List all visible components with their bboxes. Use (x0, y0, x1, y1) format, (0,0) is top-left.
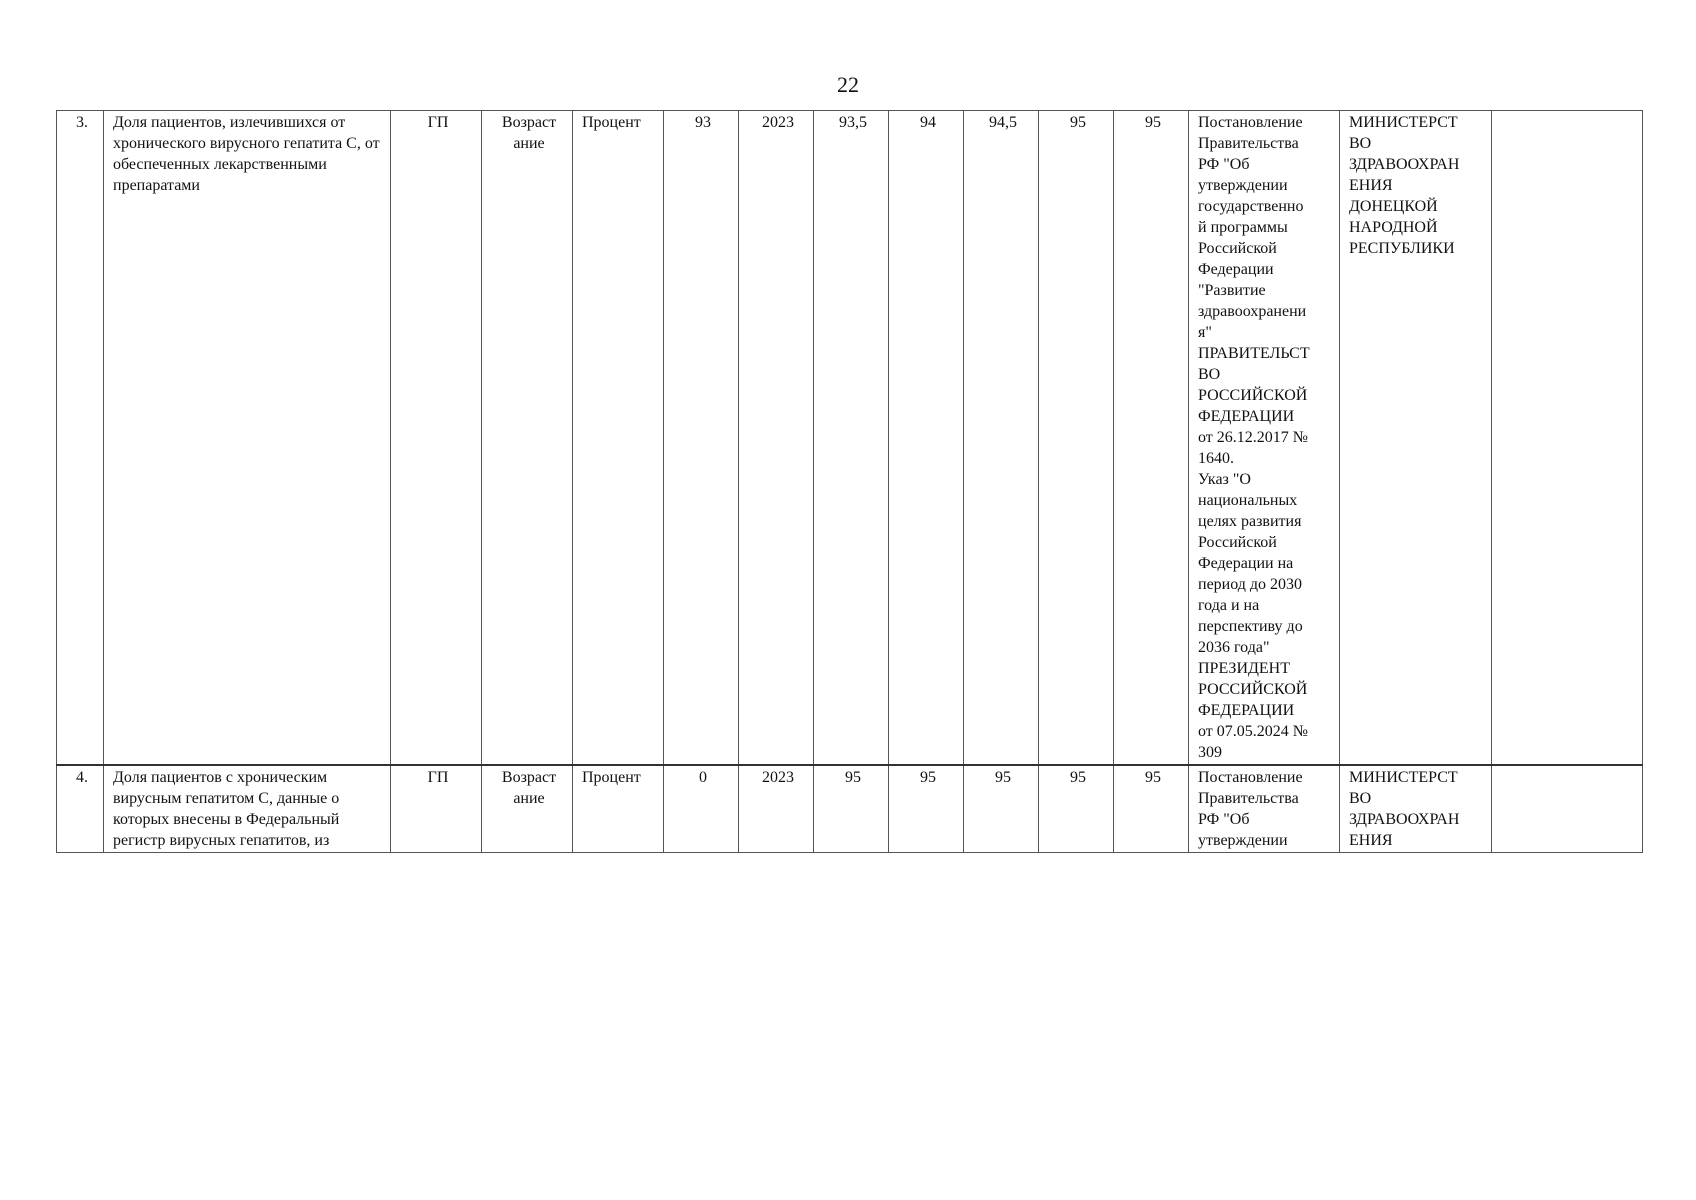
target-value-2: 94 (889, 111, 964, 766)
base-value: 93 (664, 111, 739, 766)
indicator-level: ГП (391, 111, 482, 766)
indicator-name: Доля пациентов, излечившихся от хронического вирусного гепатита С, от обеспеченных лекарственными препаратами (104, 111, 391, 766)
target-value-4: 95 (1039, 111, 1114, 766)
indicators-table (56, 110, 1643, 853)
target-value-3: 94,5 (964, 111, 1039, 766)
extra-cell (1492, 111, 1643, 766)
target-value-3: 95 (964, 765, 1039, 853)
row-number: 3. (57, 111, 104, 766)
indicator-name: Доля пациентов с хроническим вирусным гепатитом С, данные о которых внесены в Федеральный регистр вирусных гепатитов, из (104, 765, 391, 853)
unit-of-measure: Процент (573, 111, 664, 766)
target-value-2: 95 (889, 765, 964, 853)
table-row (57, 765, 1643, 853)
source-document: Постановление Правительства РФ "Об утверждении государственно й программы Российской Федерации "Развитие здравоохранени я" ПРАВИТЕЛЬСТ ВО РОССИЙСКОЙ ФЕДЕРАЦИИ от 26.12.2017 № 1640. Указ "О национальных целях развития Российской Федерации на период до 2030 года и на перспективу до 2036 года" ПРЕЗИДЕНТ РОССИЙСКОЙ ФЕДЕРАЦИИ от 07.05.2024 № 309 (1189, 111, 1340, 766)
trend-direction: Возраст ание (482, 111, 573, 766)
responsible-body: МИНИСТЕРСТ ВО ЗДРАВООХРАН ЕНИЯ ДОНЕЦКОЙ НАРОДНОЙ РЕСПУБЛИКИ (1340, 111, 1492, 766)
base-year: 2023 (739, 765, 814, 853)
row-number: 4. (57, 765, 104, 853)
base-value: 0 (664, 765, 739, 853)
table-row (57, 111, 1643, 766)
target-value-5: 95 (1114, 765, 1189, 853)
source-document: Постановление Правительства РФ "Об утверждении (1189, 765, 1340, 853)
target-value-1: 95 (814, 765, 889, 853)
trend-direction: Возраст ание (482, 765, 573, 853)
target-value-1: 93,5 (814, 111, 889, 766)
extra-cell (1492, 765, 1643, 853)
responsible-body: МИНИСТЕРСТ ВО ЗДРАВООХРАН ЕНИЯ (1340, 765, 1492, 853)
indicator-level: ГП (391, 765, 482, 853)
target-value-4: 95 (1039, 765, 1114, 853)
base-year: 2023 (739, 111, 814, 766)
unit-of-measure: Процент (573, 765, 664, 853)
target-value-5: 95 (1114, 111, 1189, 766)
page-number: 22 (837, 72, 859, 97)
